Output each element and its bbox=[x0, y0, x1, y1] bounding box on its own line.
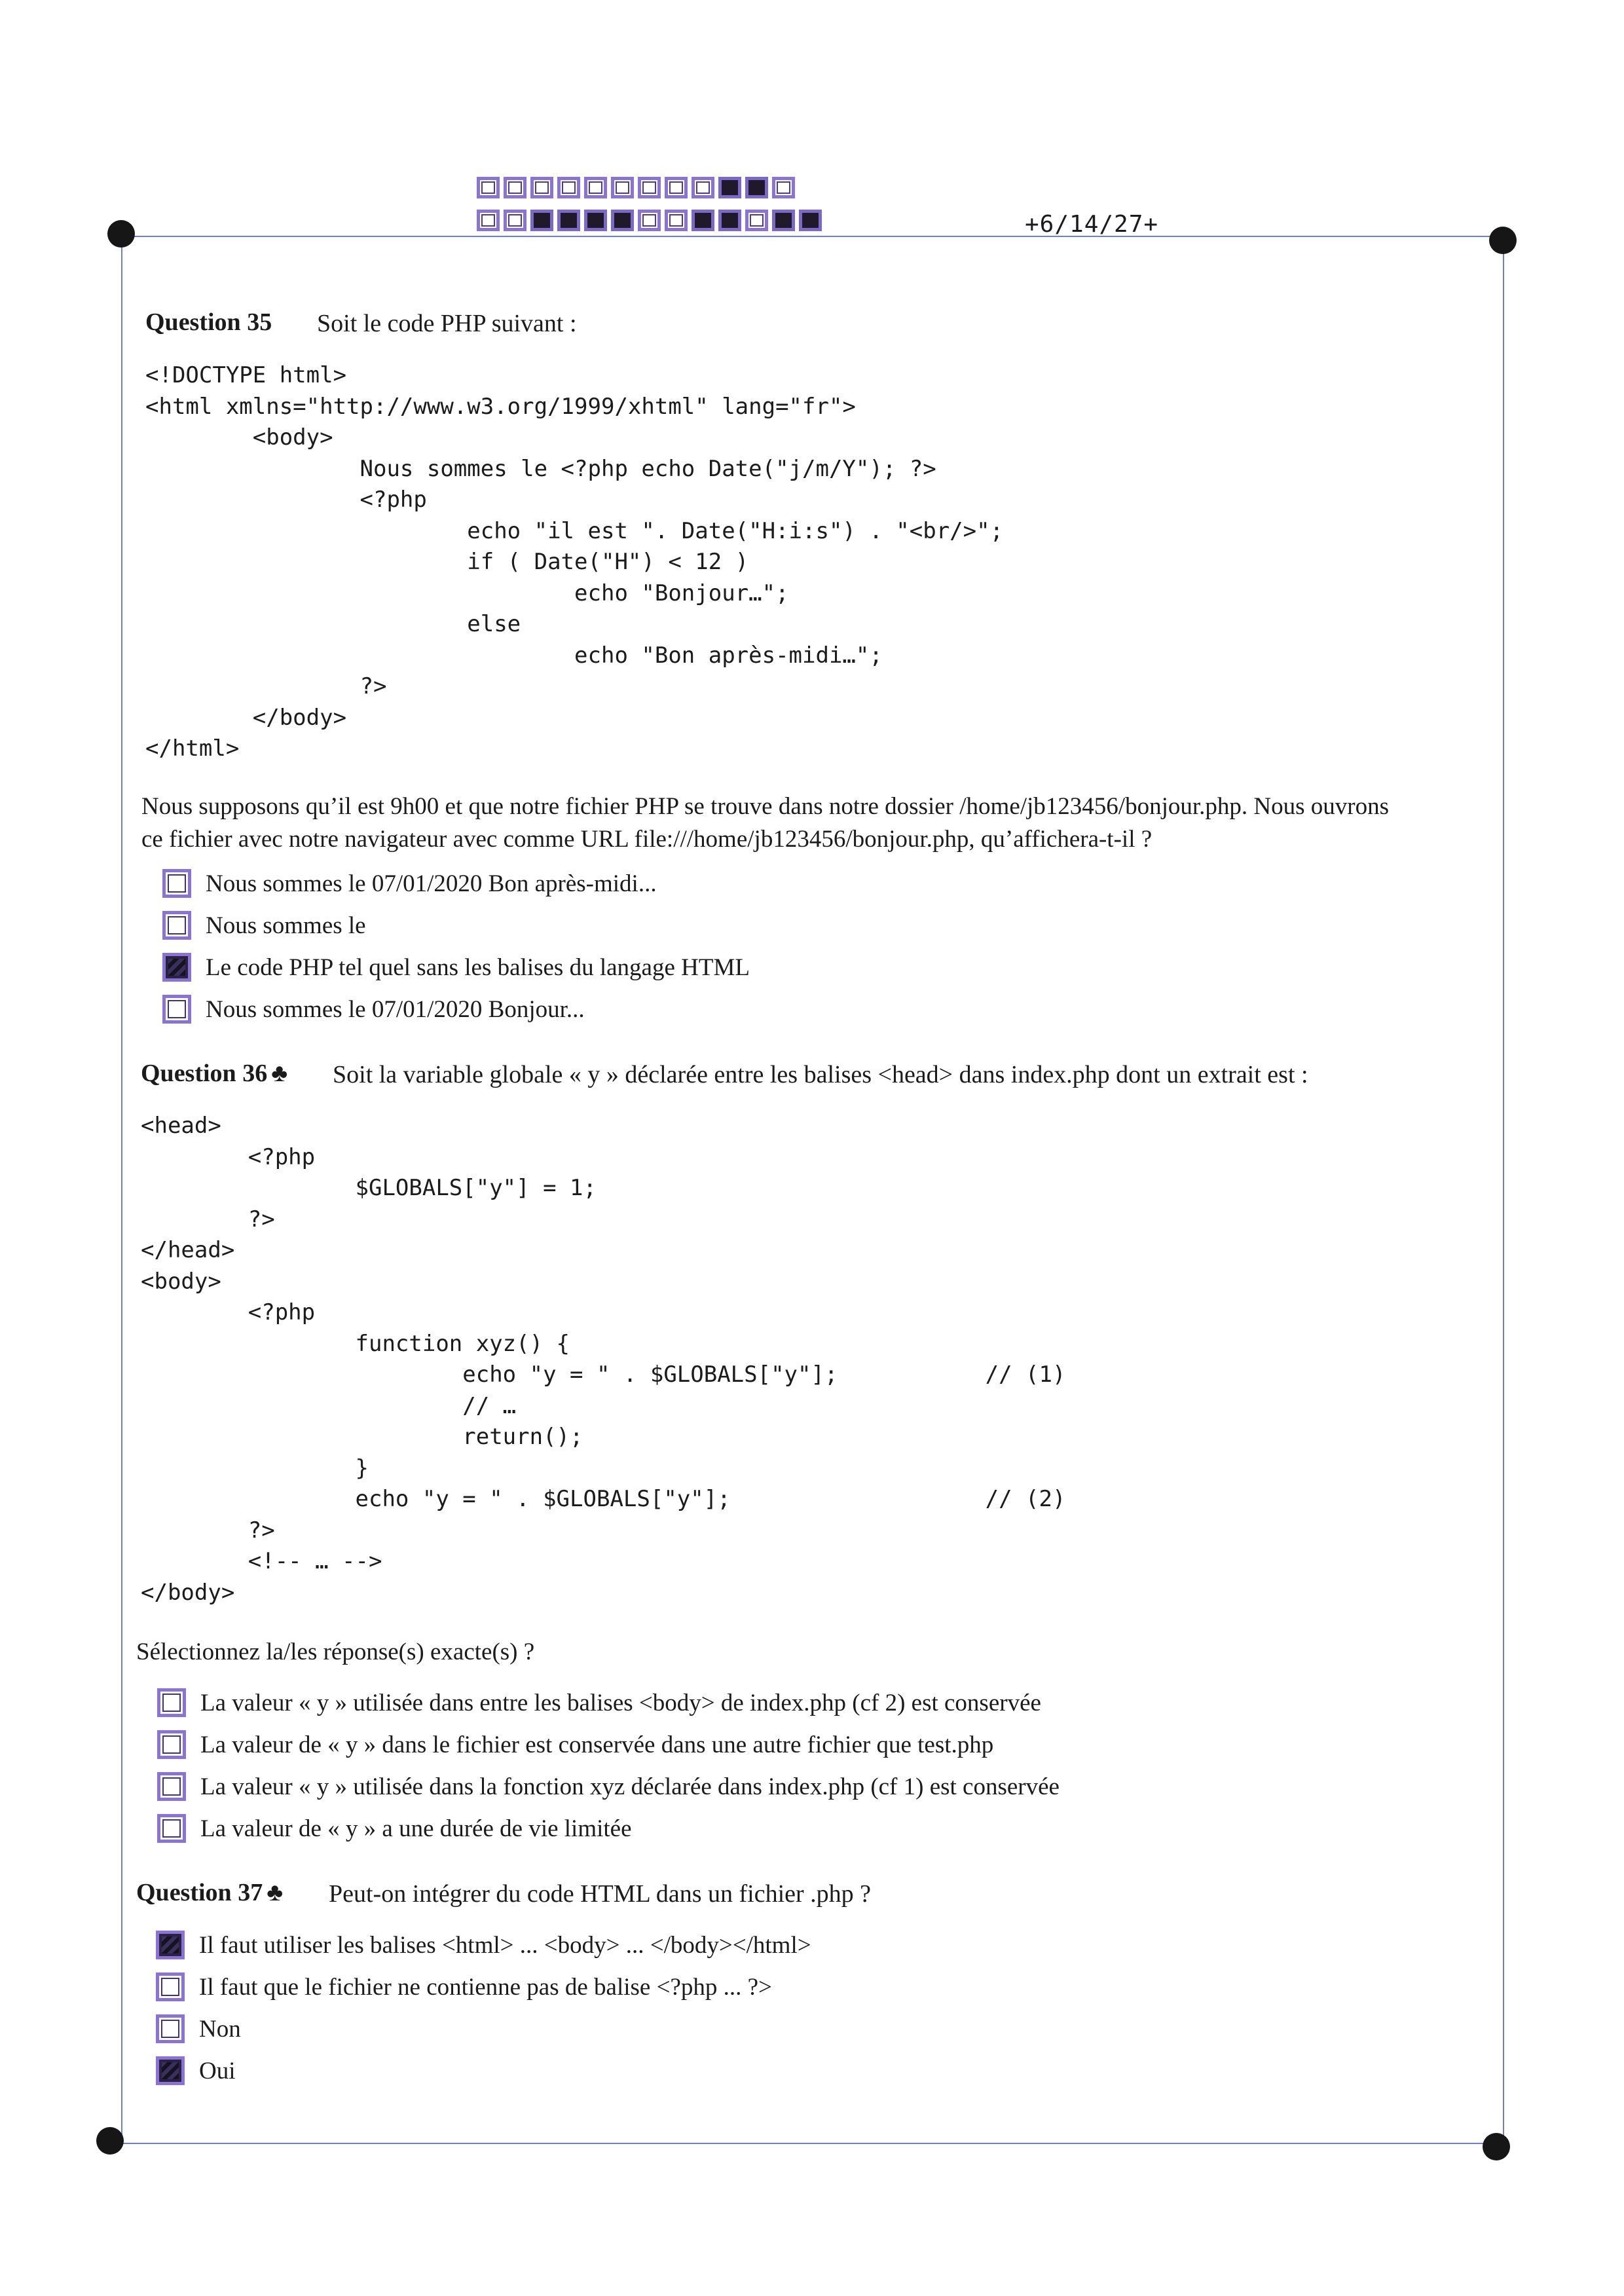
code-line: Nous sommes le <?php echo Date("j/m/Y"); ?> bbox=[145, 455, 936, 482]
code-box bbox=[584, 177, 607, 198]
code-box bbox=[638, 177, 661, 198]
page-code-row-2 bbox=[477, 210, 826, 231]
answer-choice[interactable] bbox=[162, 911, 366, 940]
checkbox[interactable] bbox=[156, 2014, 185, 2043]
code-box bbox=[745, 177, 768, 198]
code-box bbox=[557, 177, 580, 198]
answer-label: Il faut que le fichier ne contienne pas de balise <?php ... ?> bbox=[199, 1973, 772, 2001]
code-box bbox=[772, 210, 795, 231]
code-box bbox=[692, 177, 714, 198]
answer-choice[interactable] bbox=[162, 869, 657, 898]
checkbox[interactable] bbox=[157, 1688, 186, 1717]
code-box bbox=[772, 177, 795, 198]
code-box bbox=[611, 177, 634, 198]
code-box bbox=[745, 210, 768, 231]
answer-choice[interactable] bbox=[157, 1688, 1041, 1717]
code-box bbox=[611, 210, 634, 231]
code-line: <?php bbox=[145, 487, 427, 513]
code-line: $GLOBALS["y"] = 1; bbox=[141, 1175, 597, 1201]
page-code-row-1 bbox=[477, 177, 799, 198]
question-35-title: Question 35 bbox=[145, 308, 272, 336]
code-line: else bbox=[145, 611, 521, 637]
checkbox[interactable] bbox=[162, 911, 191, 940]
checkbox[interactable] bbox=[156, 1972, 185, 2001]
code-box bbox=[665, 177, 688, 198]
code-box bbox=[638, 210, 661, 231]
answer-choice[interactable] bbox=[162, 995, 585, 1024]
answer-choice[interactable] bbox=[157, 1814, 632, 1843]
code-line: </head> bbox=[141, 1237, 235, 1263]
code-box bbox=[718, 177, 741, 198]
code-line: </body> bbox=[141, 1579, 235, 1606]
code-line: echo "y = " . $GLOBALS["y"]; // (1) bbox=[141, 1361, 1066, 1388]
checkbox-checked[interactable] bbox=[156, 2056, 185, 2085]
answer-choice[interactable] bbox=[156, 1972, 772, 2001]
corner-mark-top-right bbox=[1489, 227, 1517, 254]
answer-choice[interactable] bbox=[162, 953, 750, 982]
answer-label: Nous sommes le 07/01/2020 Bon après-midi... bbox=[206, 870, 657, 897]
answer-label: La valeur de « y » a une durée de vie limitée bbox=[200, 1815, 632, 1842]
code-line: <?php bbox=[141, 1299, 316, 1325]
code-line: echo "il est ". Date("H:i:s") . "<br/>"; bbox=[145, 517, 1004, 544]
question-37-text: Peut-on intégrer du code HTML dans un fichier .php ? bbox=[329, 1880, 872, 1908]
code-line: <body> bbox=[141, 1268, 221, 1295]
code-box bbox=[530, 210, 553, 231]
code-line: echo "Bonjour…"; bbox=[145, 580, 789, 606]
code-line: ?> bbox=[141, 1206, 275, 1232]
code-box bbox=[718, 210, 741, 231]
answer-label: Oui bbox=[199, 2057, 236, 2084]
corner-mark-top-left bbox=[107, 220, 135, 248]
question-36-prompt: Sélectionnez la/les réponse(s) exacte(s) ? bbox=[136, 1639, 535, 1665]
frame-top bbox=[121, 236, 1500, 237]
code-line: <!DOCTYPE html> bbox=[145, 362, 347, 388]
code-line: } bbox=[141, 1454, 369, 1481]
checkbox[interactable] bbox=[162, 869, 191, 898]
code-line: <html xmlns="http://www.w3.org/1999/xhtml" lang="fr"> bbox=[145, 393, 856, 420]
corner-mark-bottom-left bbox=[96, 2127, 124, 2155]
question-37-title bbox=[136, 1878, 283, 1907]
answer-choice[interactable] bbox=[156, 2056, 236, 2085]
code-box bbox=[530, 177, 553, 198]
code-box bbox=[799, 210, 822, 231]
code-line: ?> bbox=[145, 673, 387, 699]
club-icon: ♣ bbox=[271, 1060, 288, 1087]
question-36-title bbox=[141, 1059, 287, 1088]
answer-label: Il faut utiliser les balises <html> ... <body> ... </body></html> bbox=[199, 1931, 811, 1959]
code-line: echo "Bon après-midi…"; bbox=[145, 642, 883, 669]
page-identifier: +6/14/27+ bbox=[1025, 211, 1159, 238]
checkbox[interactable] bbox=[157, 1772, 186, 1801]
code-line: <?php bbox=[141, 1143, 316, 1170]
frame-bottom bbox=[110, 2143, 1497, 2144]
question-35-text: Soit le code PHP suivant : bbox=[317, 310, 577, 337]
club-icon: ♣ bbox=[267, 1879, 284, 1906]
code-box bbox=[584, 210, 607, 231]
code-box bbox=[557, 210, 580, 231]
answer-label: Le code PHP tel quel sans les balises du langage HTML bbox=[206, 954, 750, 981]
code-box bbox=[665, 210, 688, 231]
code-line: // … bbox=[141, 1392, 517, 1419]
answer-choice[interactable] bbox=[157, 1772, 1060, 1801]
question-36-title-text: Question 36 bbox=[141, 1060, 268, 1087]
code-box bbox=[504, 177, 526, 198]
code-line: ?> bbox=[141, 1517, 275, 1544]
answer-label: La valeur « y » utilisée dans entre les balises <body> de index.php (cf 2) est conservée bbox=[200, 1689, 1041, 1716]
code-line: <!-- … --> bbox=[141, 1548, 382, 1574]
frame-right bbox=[1503, 241, 1504, 2147]
checkbox-checked[interactable] bbox=[162, 953, 191, 982]
code-box bbox=[477, 210, 500, 231]
code-line: <body> bbox=[145, 424, 333, 451]
question-36-text: Soit la variable globale « y » déclarée entre les balises <head> dans index.php dont un extrait est : bbox=[333, 1061, 1308, 1088]
code-box bbox=[504, 210, 526, 231]
code-line: </html> bbox=[145, 735, 240, 762]
code-line: if ( Date("H") < 12 ) bbox=[145, 549, 749, 575]
code-box bbox=[692, 210, 714, 231]
code-line: return(); bbox=[141, 1424, 583, 1450]
answer-label: Nous sommes le bbox=[206, 912, 366, 939]
code-box bbox=[477, 177, 500, 198]
answer-choice[interactable] bbox=[156, 2014, 241, 2043]
question-35-paragraph-line-1: Nous supposons qu’il est 9h00 et que notre fichier PHP se trouve dans notre dossier /home/jb123456/bonjour.php. Nous ouvrons bbox=[141, 793, 1389, 820]
question-37-title-text: Question 37 bbox=[136, 1879, 263, 1906]
frame-left bbox=[121, 236, 122, 2145]
answer-label: La valeur de « y » dans le fichier est conservée dans une autre fichier que test.php bbox=[200, 1731, 994, 1758]
code-line: <head> bbox=[141, 1113, 221, 1139]
corner-mark-bottom-right bbox=[1483, 2133, 1510, 2160]
answer-choice[interactable] bbox=[156, 1931, 811, 1959]
answer-label: Non bbox=[199, 2015, 241, 2043]
checkbox[interactable] bbox=[162, 995, 191, 1024]
code-line: echo "y = " . $GLOBALS["y"]; // (2) bbox=[141, 1486, 1066, 1512]
code-line: </body> bbox=[145, 704, 347, 731]
answer-label: La valeur « y » utilisée dans la fonction xyz déclarée dans index.php (cf 1) est conservée bbox=[200, 1773, 1060, 1800]
code-line: function xyz() { bbox=[141, 1330, 570, 1357]
question-35-paragraph-line-2: ce fichier avec notre navigateur avec comme URL file:///home/jb123456/bonjour.php, qu’affichera-t-il ? bbox=[141, 826, 1153, 853]
checkbox[interactable] bbox=[157, 1814, 186, 1843]
answer-label: Nous sommes le 07/01/2020 Bonjour... bbox=[206, 995, 585, 1023]
checkbox[interactable] bbox=[157, 1730, 186, 1759]
checkbox-checked[interactable] bbox=[156, 1931, 185, 1959]
answer-choice[interactable] bbox=[157, 1730, 993, 1759]
